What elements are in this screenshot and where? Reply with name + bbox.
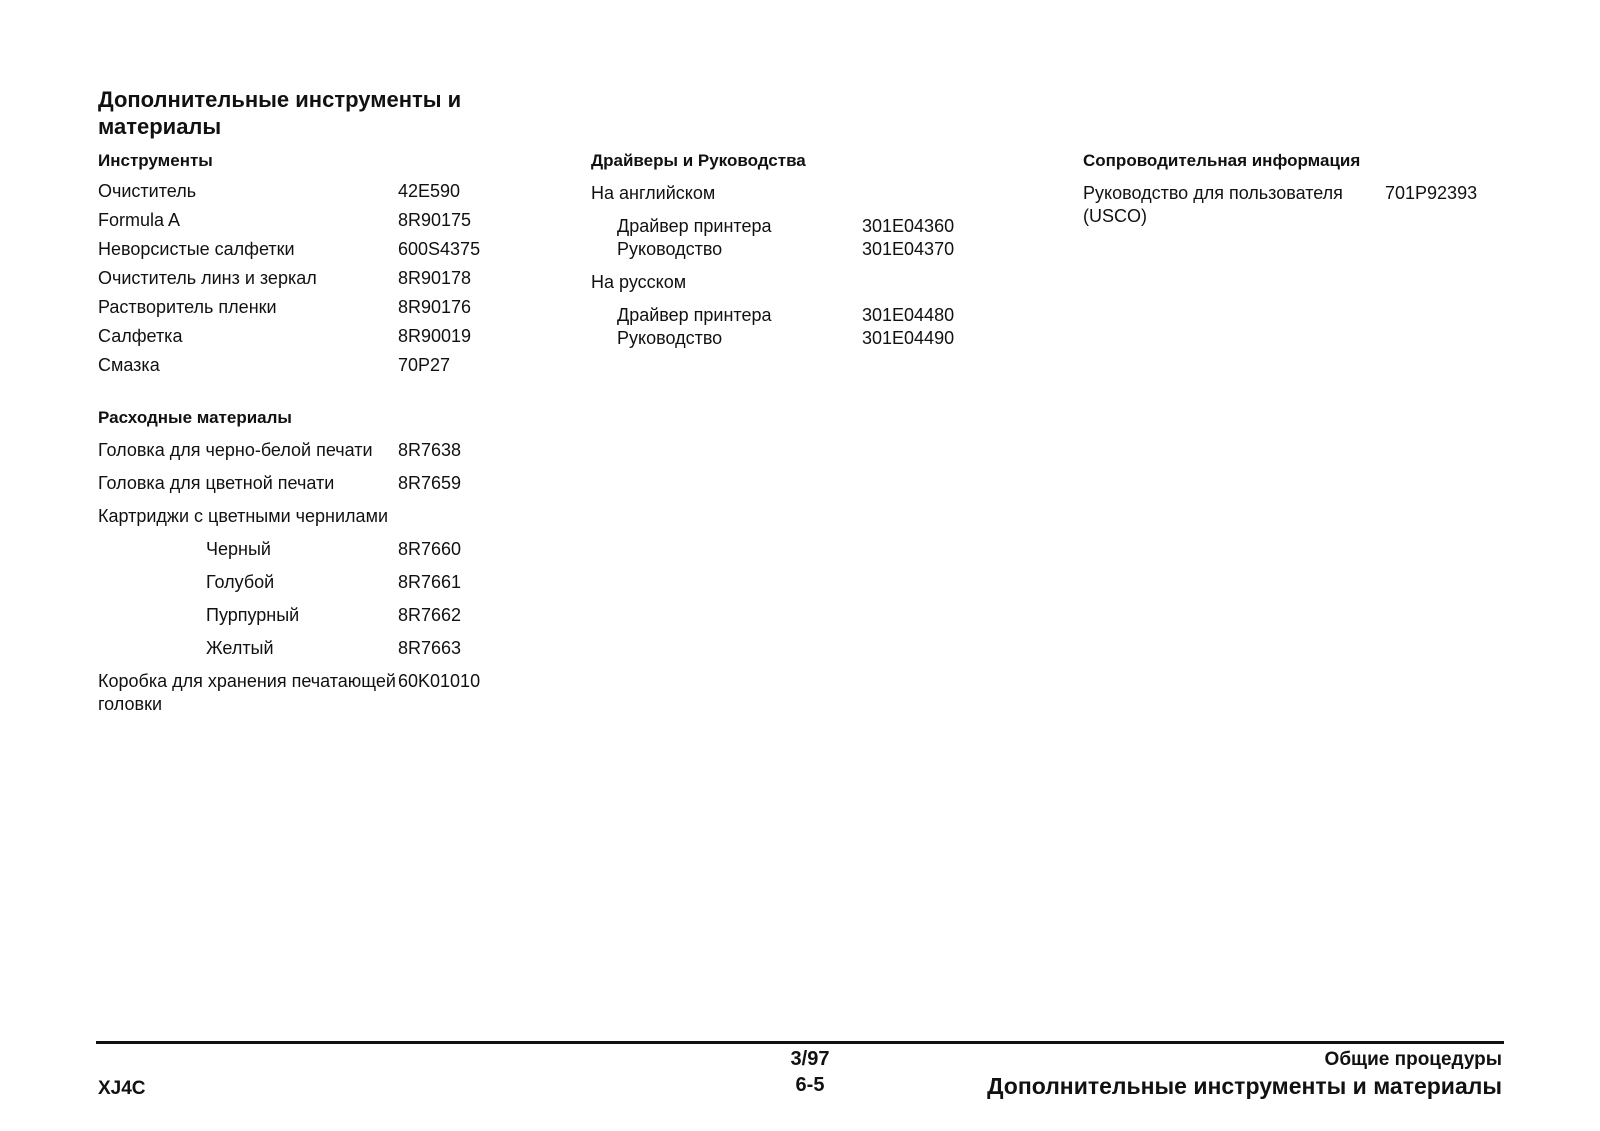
item-name: Головка для черно-белой печати [98,440,373,460]
item-code: 42E590 [398,181,461,201]
footer-rule [96,1041,1504,1044]
item-name: Смазка [98,355,160,375]
supplies-heading: Расходные материалы [98,408,292,427]
language-label: На английском [591,183,716,203]
item-code: 8R7661 [398,572,462,592]
driver-group [591,215,1011,261]
item-name: Руководство [617,328,723,348]
item-name: Картриджи с цветными чернилами [98,506,388,526]
item-code: 70P27 [398,355,451,375]
list-item [98,267,538,290]
item-name: Желтый [206,638,274,658]
footer-date: 3/97 [790,1048,830,1070]
item-name: Драйвер принтера [617,305,772,325]
list-item [98,238,538,261]
item-name: Драйвер принтера [617,216,772,236]
item-code: 301E04490 [862,328,955,348]
supplies-list [98,439,538,716]
list-item [591,327,1011,350]
item-name: Очиститель [98,181,197,201]
item-code: 301E04370 [862,239,955,259]
list-item [98,354,538,377]
list-item [98,505,538,528]
docs-heading: Сопроводительная информация [1083,151,1361,170]
item-code: 8R7663 [398,638,462,658]
item-code: 60K01010 [398,671,481,691]
list-item [98,325,538,348]
item-code: 701P92393 [1385,183,1478,203]
item-code: 8R90175 [398,210,472,230]
list-item [591,304,1011,327]
tools-heading: Инструменты [98,151,213,170]
list-item [591,238,1011,261]
list-item [98,670,538,716]
item-code: 301E04360 [862,216,955,236]
item-name: Руководство для пользователя (USCO) [1083,183,1343,226]
right-column [1083,150,1523,228]
list-item [98,296,538,319]
item-code: 8R7638 [398,440,462,460]
driver-group [591,304,1011,350]
list-item [98,571,538,594]
item-name: Неворсистые салфетки [98,239,295,259]
page-number: 6-5 [795,1074,825,1096]
item-code: 8R7660 [398,539,462,559]
list-item [98,538,538,561]
item-code: 301E04480 [862,305,955,325]
item-code: 8R90019 [398,326,472,346]
footer-right [987,1048,1502,1100]
item-name: Очиститель линз и зеркал [98,268,317,288]
footer-section: Общие процедуры [1324,1049,1502,1070]
left-column [98,150,538,716]
item-code: 8R90178 [398,268,472,288]
list-item [98,439,538,462]
list-item [98,637,538,660]
item-code: 8R7659 [398,473,462,493]
footer-center [760,1046,860,1098]
item-name: Пурпурный [206,605,300,625]
list-item [1083,182,1523,228]
item-code: 600S4375 [398,239,481,259]
list-item [98,604,538,627]
page-title: Дополнительные инструменты и материалы [98,87,462,139]
list-item [98,180,538,203]
list-item [591,215,1011,238]
list-item [98,209,538,232]
item-name: Головка для цветной печати [98,473,335,493]
item-name: Коробка для хранения печатающей головки [98,671,396,714]
item-name: Formula A [98,210,181,230]
item-code: 8R7662 [398,605,462,625]
language-label: На русском [591,272,687,292]
tools-list [98,180,538,377]
item-name: Растворитель пленки [98,297,277,317]
drivers-heading: Драйверы и Руководства [591,151,806,170]
item-name: Руководство [617,239,723,259]
list-item [98,472,538,495]
middle-column [591,150,1011,350]
item-name: Черный [206,539,271,559]
item-name: Голубой [206,572,275,592]
item-code: 8R90176 [398,297,472,317]
item-name: Салфетка [98,326,183,346]
footer-title: Дополнительные инструменты и материалы [987,1073,1502,1099]
footer-model: XJ4C [98,1078,146,1099]
